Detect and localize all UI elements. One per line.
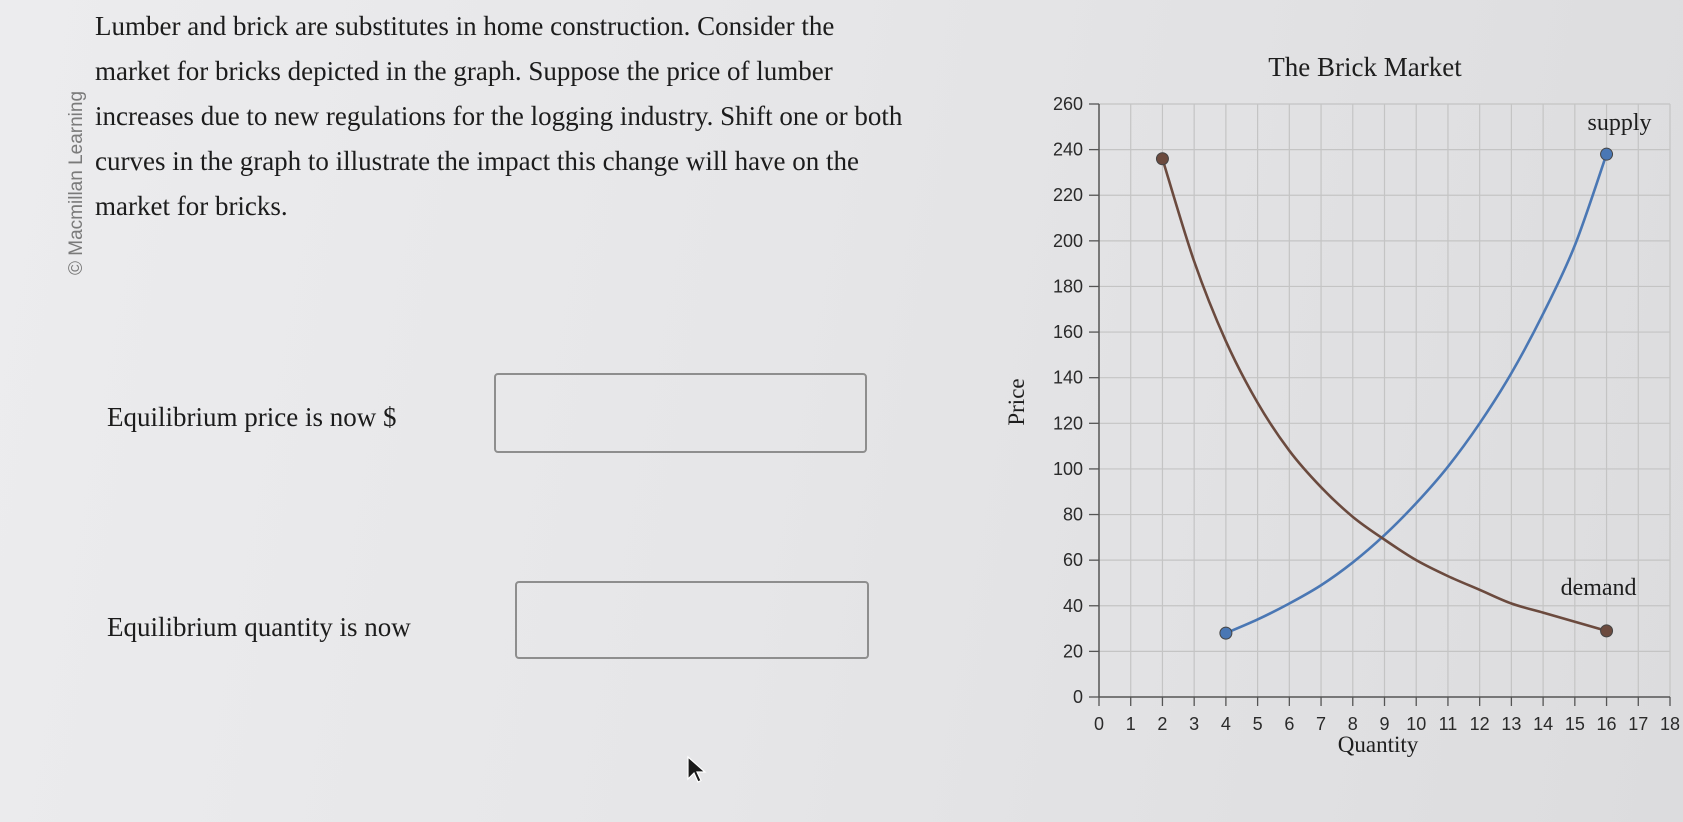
- x-tick-label: 16: [1596, 714, 1617, 734]
- x-tick-label: 15: [1564, 714, 1585, 734]
- y-tick-label: 20: [1062, 641, 1083, 662]
- x-tick-label: 17: [1628, 714, 1649, 734]
- y-tick-label: 160: [1052, 322, 1083, 343]
- y-tick-label: 200: [1052, 230, 1083, 251]
- question-text: Lumber and brick are substitutes in home construction. Consider the market for bricks depicted in the graph. Suppose the price of lumber increases due to new regulations for the logging industry. Shift one or both curves in the graph to illustrate the impact this change will have on the market for bricks.: [95, 11, 903, 221]
- price-field-label: Equilibrium price is now $: [107, 402, 397, 432]
- copyright-text: © Macmillan Learning: [66, 90, 87, 275]
- y-tick-label: 240: [1052, 139, 1083, 160]
- x-tick-label: 8: [1347, 714, 1358, 734]
- y-axis-label: Price: [1004, 378, 1029, 426]
- y-tick-label: 180: [1052, 276, 1083, 297]
- mouse-pointer-icon: [686, 755, 708, 785]
- y-tick-label: 220: [1052, 185, 1083, 206]
- x-tick-label: 10: [1406, 714, 1427, 734]
- supply-label: supply: [1587, 110, 1652, 137]
- y-tick-label: 0: [1072, 687, 1083, 707]
- y-tick-label: 60: [1062, 550, 1083, 571]
- grid: [1099, 104, 1670, 697]
- x-tick-label: 7: [1316, 714, 1327, 734]
- supply-handle-end[interactable]: [1601, 148, 1613, 160]
- y-tick-label: 80: [1062, 504, 1083, 525]
- y-tick-label: 140: [1052, 367, 1083, 388]
- y-tick-label: 100: [1052, 458, 1083, 479]
- x-tick-label: 0: [1093, 714, 1105, 734]
- chart-title: The Brick Market: [1268, 52, 1462, 82]
- x-tick-label: 13: [1501, 714, 1522, 734]
- demand-label: demand: [1560, 574, 1637, 601]
- y-tick-label: 260: [1052, 94, 1083, 114]
- y-tick-label: 40: [1062, 595, 1083, 616]
- x-tick-label: 1: [1125, 714, 1136, 734]
- x-tick-label: 11: [1438, 714, 1458, 734]
- x-axis-label: Quantity: [1337, 732, 1419, 757]
- x-tick-label: 14: [1533, 714, 1554, 734]
- quantity-field-label: Equilibrium quantity is now: [107, 612, 411, 642]
- x-tick-label: 12: [1469, 714, 1490, 734]
- x-tick-label: 9: [1379, 714, 1390, 734]
- equilibrium-quantity-input[interactable]: [515, 581, 869, 659]
- y-tick-label: 120: [1052, 413, 1083, 434]
- x-tick-label: 18: [1659, 714, 1680, 734]
- x-tick-label: 4: [1220, 714, 1231, 734]
- x-tick-label: 3: [1189, 714, 1200, 734]
- brick-market-graph[interactable]: [990, 40, 1680, 780]
- demand-handle-end[interactable]: [1601, 625, 1613, 637]
- x-tick-label: 5: [1252, 714, 1263, 734]
- x-tick-label: 6: [1284, 714, 1295, 734]
- ticks: [1053, 94, 1680, 734]
- supply-handle-start[interactable]: [1220, 627, 1232, 639]
- demand-handle-start[interactable]: [1156, 153, 1168, 165]
- x-tick-label: 2: [1157, 714, 1168, 734]
- equilibrium-price-input[interactable]: [494, 373, 867, 453]
